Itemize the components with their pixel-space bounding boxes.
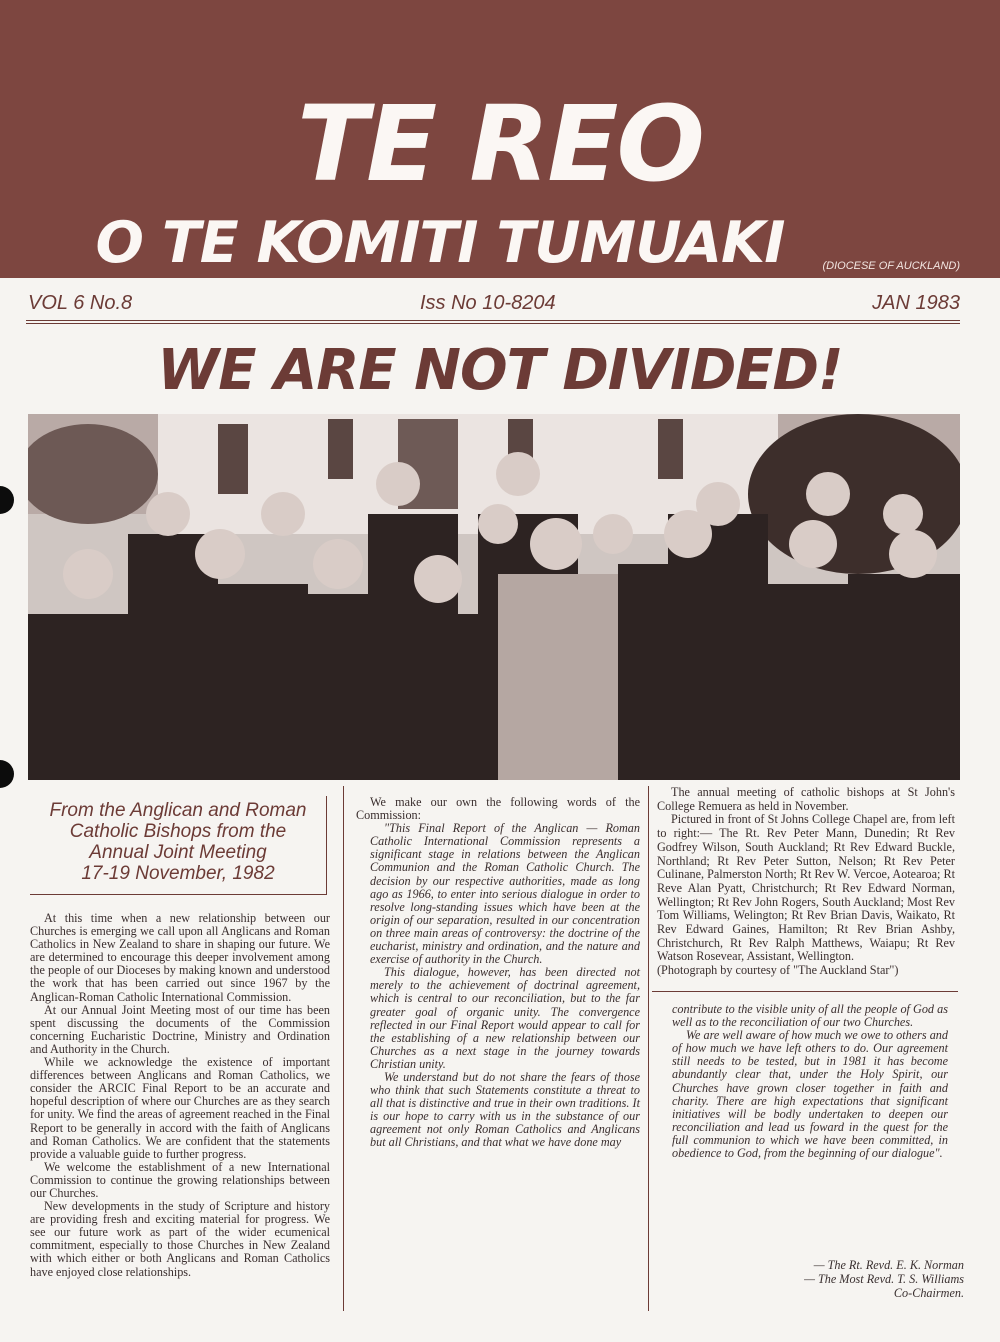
masthead-title: TE REO xyxy=(297,83,703,205)
signatures xyxy=(804,1258,964,1300)
rule-top xyxy=(26,320,960,321)
punch-hole xyxy=(0,486,14,514)
quote-paragraph: "This Final Report of the Anglican — Roman Catholic International Commission represents a significant stage in relations between the Anglican Communion and the Roman Catholic Church. The decision by our respective authorities, made as long ago as 1966, to enter into serious dialogue in order to resolve long-standing issues which have been at the origin of our separation, resulted in our concentration on three main areas of controversy: the doctrine of the eucharist, ministry and ordination, and the nature and exercise of authority in the Church. xyxy=(370,821,640,967)
masthead-subtitle: O TE KOMITI TUMUAKI xyxy=(95,210,785,276)
column-divider-2 xyxy=(648,786,649,1311)
issue-date: JAN 1983 xyxy=(872,292,960,314)
quote-paragraph: We understand but do not share the fears of those who think that such Statements constitute a threat to all that is distinctive and true in their own traditions. It is our hope to carry with us in the substance of our agreement not only Roman Catholics and Anglicans but all Christians, and that what we have done may xyxy=(370,1069,640,1150)
caption-paragraph: Pictured in front of St Johns College Chapel are, from left to right:— The Rt. Rev Peter Mann, Dunedin; Rt Rev Godfrey Wilson, South Auckland; Rt Rev Edward Buckle, Northland; Rt Rev Peter Sutton, Nelson; Rt Rev Peter Culinane, Palmerston North; Rt Rev W. Vercoe, Aotearoa; Rt Reve Alan Pyatt, Christchurch; Rt Rev Edward Norman, Wellington; Rt Rev John Rogers, South Auckland; Most Rev Tom Williams, Welington; Rt Rev Brian Davis, Waikato, Rt Rev Edward Gaines, Hamilton; Rt Rev Brian Ashby, Christchurch, Rt Rev Ralph Matthews, Waiapu; Rt Rev Watson Rosevear, Assistant, Wellington. xyxy=(657,812,955,964)
article-heading-line: Annual Joint Meeting xyxy=(89,842,267,863)
paragraph: We make our own the following words of the Commission: xyxy=(356,795,640,823)
punch-hole xyxy=(0,760,14,788)
article-heading-box xyxy=(30,796,327,895)
article-heading-line: From the Anglican and Roman xyxy=(49,800,307,821)
caption-rule xyxy=(652,991,958,992)
quote-paragraph: This dialogue, however, has been directed not merely to the achievement of doctrinal agreement, which is central to our reconciliation, but to the far greater goal of organic unity. The convergence reflected in our Final Report would appear to call for the establishing of a new relationship between our Churches as a next stage in the journey towards Christian unity. xyxy=(370,965,640,1071)
paragraph: At our Annual Joint Meeting most of our time has been spent discussing the documents of the Commission concerning Eucharistic Doctrine, Ministry and Ordination and Authority in the Church. xyxy=(30,1002,330,1056)
signature-line: — The Rt. Revd. E. K. Norman xyxy=(813,1258,964,1272)
commission-quote xyxy=(356,822,640,1149)
column-1-body xyxy=(30,912,330,1279)
paragraph: At this time when a new relationship between our Churches is emerging we call upon all Anglicans and Roman Catholics in New Zealand to share in shaping our future. We are determined to encourage this deeper involvement among the people of our Dioceses by making known and understood the work that has been carried out since 1967 by the Anglican-Roman Catholic International Commission. xyxy=(30,911,330,1004)
quote-paragraph: contribute to the visible unity of all the people of God as well as to the reconciliation of our two Churches. xyxy=(672,1002,948,1030)
article-heading-line: Catholic Bishops from the xyxy=(69,821,287,842)
column-divider-1 xyxy=(343,786,344,1311)
paragraph: We welcome the establishment of a new International Commission to continue the growing relationships between our Churches. xyxy=(30,1159,330,1200)
signature-line: Co-Chairmen. xyxy=(893,1286,964,1300)
article-heading-line: 17-19 November, 1982 xyxy=(81,863,275,884)
volume-number: VOL 6 No.8 xyxy=(28,292,133,314)
paragraph: New developments in the study of Scripture and history are providing fresh and exciting material for progress. We see our future work as part of the wider ecumenical commitment, especially to those Churches in New Zealand with which either or both Anglicans and Roman Catholics have enjoyed close relationships. xyxy=(30,1199,330,1279)
group-photo-image xyxy=(28,414,960,780)
caption-paragraph: The annual meeting of catholic bishops at St John's College Remuera as held in November. xyxy=(657,785,955,813)
quote-paragraph: We are well aware of how much we owe to others and of how much we have left others to do. Our agreement still needs to be tested, but in 1981 it has become abundantly clear that, under the Holy Spirit, our Churches have grown closer together in faith and charity. There are high expectations that significant initiatives will be bodly undertaken to deepen our reconciliation and lead us foward in the quest for the full communion to which we have been committed, in obedience to God, from the beginning of our dialogue". xyxy=(672,1028,948,1161)
photo-credit: (Photograph by courtesy of "The Auckland Star") xyxy=(657,963,899,978)
masthead xyxy=(0,0,1000,278)
rule-top-double xyxy=(26,323,960,324)
group-photo xyxy=(28,414,960,780)
column-3-body xyxy=(672,1003,948,1160)
headline: WE ARE NOT DIVIDED! xyxy=(157,338,843,403)
paragraph: While we acknowledge the existence of important differences between Anglicans and Roman Catholics, we consider the ARCIC Final Report to be an accurate and hopeful description of where our Churches are as they search for unity. We find the areas of agreement reached in the Final Report to be generally in accord with the faith of Anglicans and Roman Catholics. We are confident that the statements provide a valuable guide to further progress. xyxy=(30,1055,330,1161)
signature-line: — The Most Revd. T. S. Williams xyxy=(804,1272,964,1286)
issue-number: Iss No 10-8204 xyxy=(420,292,556,314)
column-2-body xyxy=(356,796,640,1150)
masthead-diocese: (DIOCESE OF AUCKLAND) xyxy=(822,260,960,272)
photo-caption xyxy=(657,786,955,978)
article-heading xyxy=(30,800,326,884)
